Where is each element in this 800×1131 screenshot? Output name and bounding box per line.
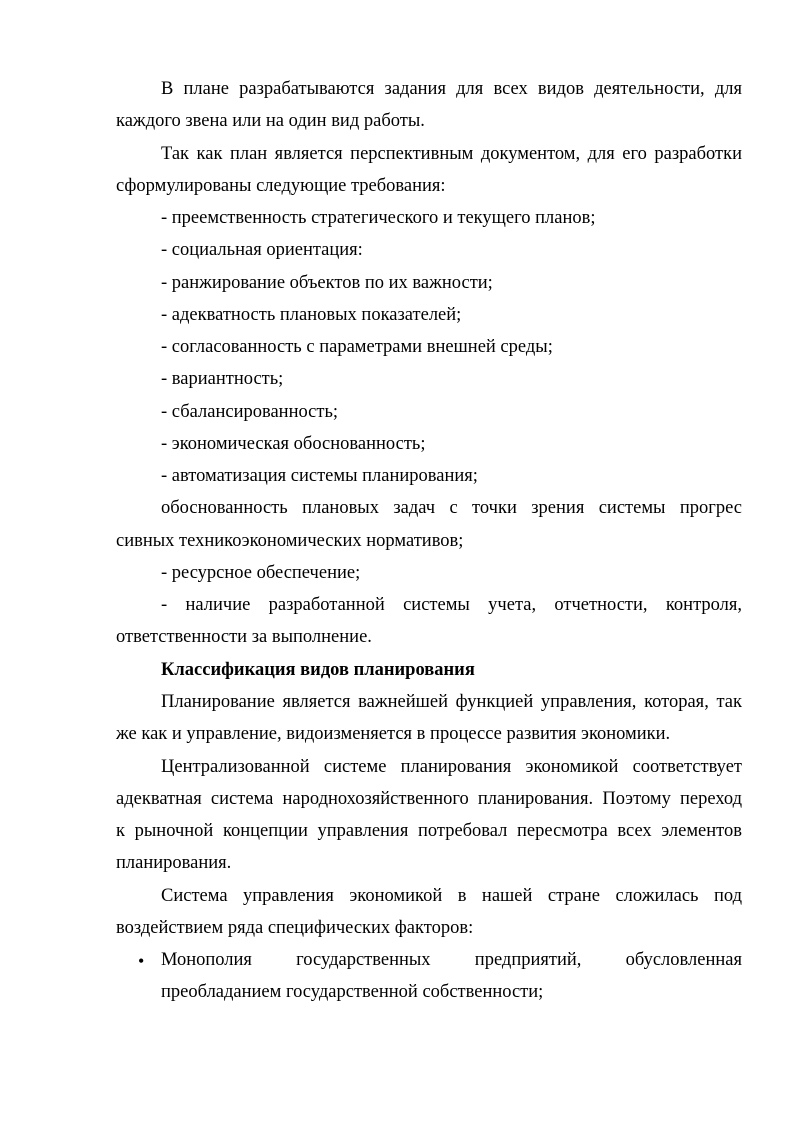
list-item: - сбалансированность; xyxy=(161,402,339,422)
text-line: же как и управление, видоизменяется в процессе развития экономики. xyxy=(116,724,671,744)
list-item: - согласованность с параметрами внешней среды; xyxy=(161,337,553,357)
text-line: к рыночной концепции управления потребовал пересмотра всех элементов xyxy=(116,821,742,841)
list-item: - социальная ориентация: xyxy=(161,240,363,260)
list-item: - ранжирование объектов по их важности; xyxy=(161,273,493,293)
list-item: - адекватность плановых показателей; xyxy=(161,305,462,325)
section-heading: Классификация видов планирования xyxy=(161,660,475,680)
text-line: Планирование является важнейшей функцией управления, которая, так xyxy=(161,692,742,712)
list-item: - наличие разработанной системы учета, отчетности, контроля, xyxy=(161,595,742,615)
text-line: сформулированы следующие требования: xyxy=(116,176,446,196)
text-line: сивных техникоэкономических нормативов; xyxy=(116,531,464,551)
list-item: - преемственность стратегического и текущего планов; xyxy=(161,208,596,228)
text-line: планирования. xyxy=(116,853,232,873)
bullet-icon: • xyxy=(138,951,145,971)
list-item: - автоматизация системы планирования; xyxy=(161,466,478,486)
text-line: обоснованность плановых задач с точки зрения системы прогрес xyxy=(161,498,742,518)
list-item: - вариантность; xyxy=(161,369,284,389)
text-line: каждого звена или на один вид работы. xyxy=(116,111,425,131)
list-item: - ресурсное обеспечение; xyxy=(161,563,361,583)
text-line: Система управления экономикой в нашей стране сложилась под xyxy=(161,886,742,906)
text-line: В плане разрабатываются задания для всех видов деятельности, для xyxy=(161,79,742,99)
list-item: преобладанием государственной собственности; xyxy=(161,982,544,1002)
text-line: Централизованной системе планирования экономикой соответствует xyxy=(161,757,742,777)
text-line: Так как план является перспективным документом, для его разработки xyxy=(161,144,742,164)
list-item: Монополия государственных предприятий, обусловленная xyxy=(161,950,742,970)
text-line: воздействием ряда специфических факторов: xyxy=(116,918,474,938)
list-item: - экономическая обоснованность; xyxy=(161,434,426,454)
text-line: ответственности за выполнение. xyxy=(116,627,372,647)
text-line: адекватная система народнохозяйственного планирования. Поэтому переход xyxy=(116,789,742,809)
